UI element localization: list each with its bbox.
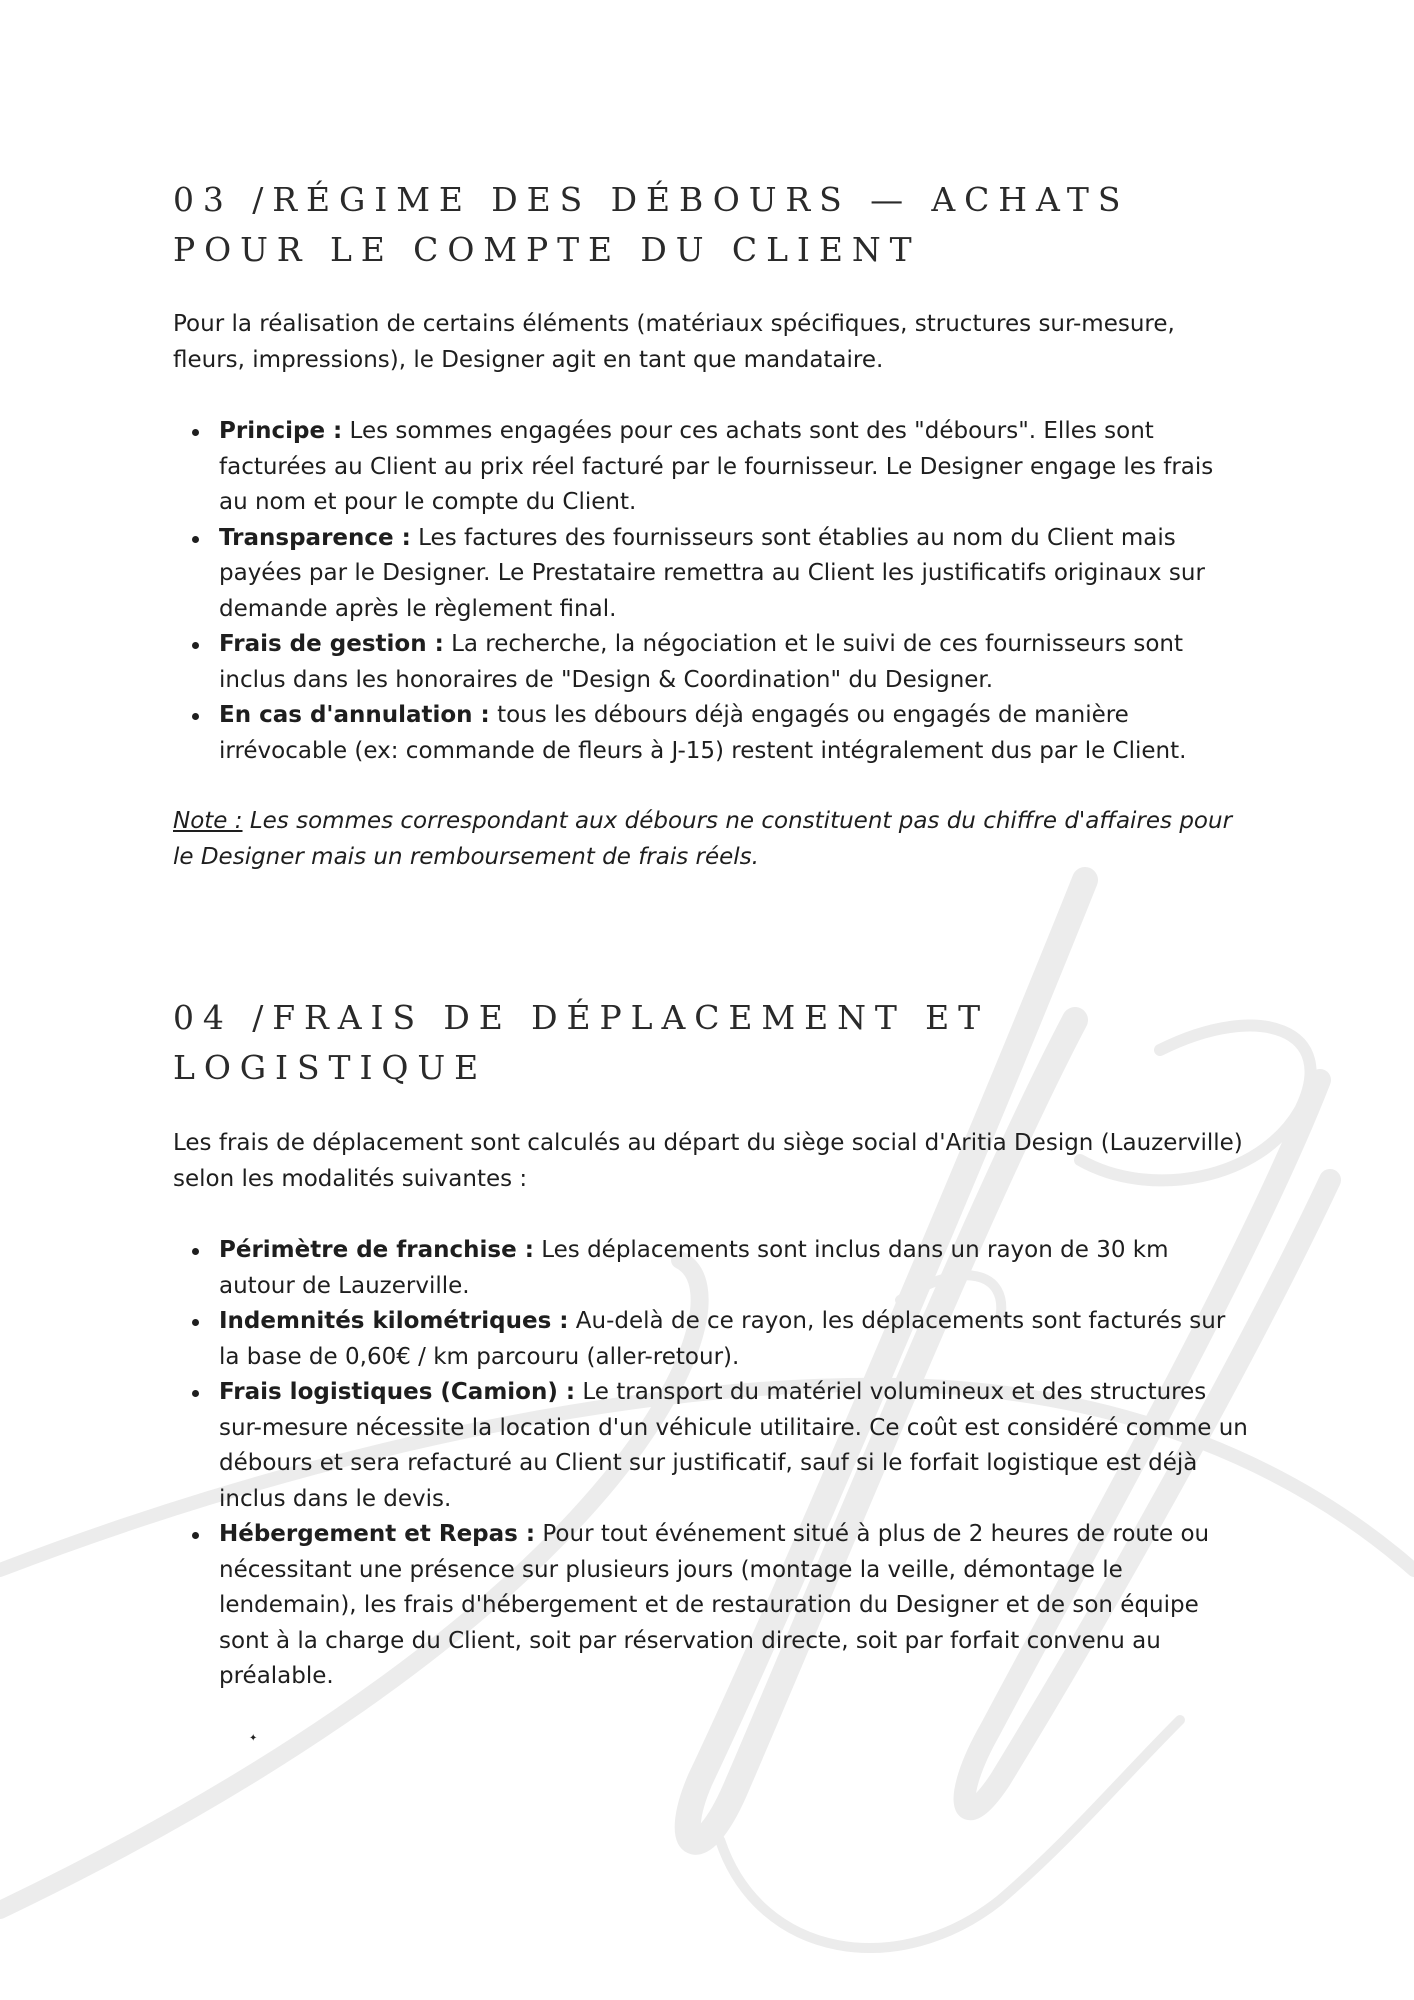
item-text: Au-delà de ce rayon, les déplacements sont facturés sur la base de 0,60€ / km parcouru (aller-retour). [219,1308,1226,1370]
list-item [173,1304,1248,1375]
section-deplacement [173,993,1248,1695]
note-label: Note : [173,808,243,834]
item-label: Frais de gestion : [219,631,444,657]
item-label: En cas d'annulation : [219,702,490,728]
item-label: Indemnités kilométriques : [219,1308,569,1334]
list-item [173,698,1248,769]
list-item [173,1517,1248,1695]
note-text: Les sommes correspondant aux débours ne constituent pas du chiffre d'affaires pour le Designer mais un remboursement de frais réels. [173,808,1233,870]
section-title: 04 /FRAIS DE DÉPLACEMENT ET LOGISTIQUE [173,998,990,1087]
item-text: La recherche, la négociation et le suivi de ces fournisseurs sont inclus dans les honoraires de "Design & Coordination" du Designer. [219,631,1184,693]
list-item [173,414,1248,521]
item-label: Principe : [219,418,343,444]
item-text: Le transport du matériel volumineux et des structures sur-mesure nécessite la location d'un véhicule utilitaire. Ce coût est considéré comme un débours et sera refacturé au Client sur justificatif, sauf si le forfait logistique est déjà inclus dans le devis. [219,1379,1248,1512]
list-item [173,1233,1248,1304]
list-item [173,521,1248,628]
list-item [173,1375,1248,1517]
sparkle-icon: ✦ [249,1733,258,1744]
bullet-list [173,1233,1248,1695]
section-title: 03 /RÉGIME DES DÉBOURS — ACHATS POUR LE COMPTE DU CLIENT [173,180,1130,269]
item-text: tous les débours déjà engagés ou engagés de manière irrévocable (ex: commande de fleurs à J-15) restent intégralement dus par le Client. [219,702,1187,764]
item-text: Les factures des fournisseurs sont établies au nom du Client mais payées par le Designer. Le Prestataire remettra au Client les justificatifs originaux sur demande après le règlement final. [219,524,1205,622]
item-label: Transparence : [219,524,411,551]
section-intro: Pour la réalisation de certains éléments (matériaux spécifiques, structures sur-mesure, fleurs, impressions), le Designer agit en tant que mandataire. [173,311,1175,373]
item-label: Hébergement et Repas : [219,1521,536,1547]
item-label: Frais logistiques (Camion) : [219,1379,576,1405]
document-page [173,175,1248,1695]
item-text: Pour tout événement situé à plus de 2 heures de route ou nécessitant une présence sur plusieurs jours (montage la veille, démontage le lendemain), les frais d'hébergement et de restauration du Designer et de son équipe sont à la charge du Client, soit par réservation directe, soit par forfait convenu au préalable. [219,1521,1210,1689]
list-item [173,627,1248,698]
item-text: Les déplacements sont inclus dans un rayon de 30 km autour de Lauzerville. [219,1237,1169,1299]
section-intro: Les frais de déplacement sont calculés au départ du siège social d'Aritia Design (Lauzerville) selon les modalités suivantes : [173,1130,1243,1192]
item-label: Périmètre de franchise : [219,1237,534,1263]
bullet-list [173,414,1248,769]
note-paragraph [173,804,1248,875]
section-debours [173,175,1248,875]
item-text: Les sommes engagées pour ces achats sont des "débours". Elles sont facturées au Client au prix réel facturé par le fournisseur. Le Designer engage les frais au nom et pour le compte du Client. [219,418,1214,515]
